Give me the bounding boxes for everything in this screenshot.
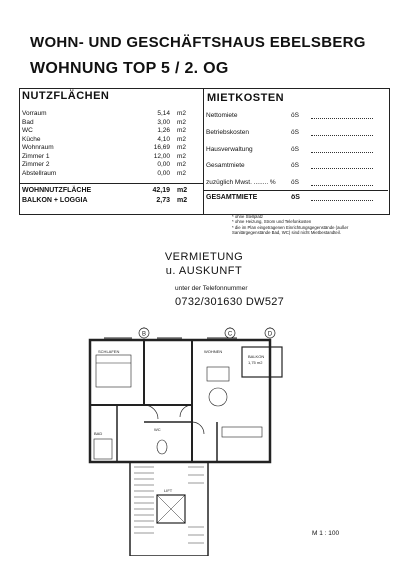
room-label-wohnen: WOHNEN <box>204 349 223 354</box>
room-label-balkon: BALKON <box>248 354 265 359</box>
total-unit: m2 <box>177 197 188 204</box>
phone-intro: unter der Telefonnummer <box>175 285 248 292</box>
balkon-area: 1,75 m2 <box>248 360 263 365</box>
area-row <box>19 161 199 169</box>
auskunft-heading: u. AUSKUNFT <box>165 265 243 277</box>
mietkosten-heading: MIETKOSTEN <box>207 92 285 104</box>
currency-label: öS <box>291 194 300 201</box>
totals-rule <box>19 183 203 184</box>
cost-row <box>203 162 383 171</box>
area-row <box>19 136 199 144</box>
area-value: 12,00 <box>153 152 170 160</box>
footnotes <box>232 214 382 236</box>
axis-label-d: D <box>267 331 273 338</box>
floor-plan <box>82 327 288 556</box>
amount-blank <box>311 179 373 186</box>
area-list <box>19 110 203 180</box>
area-name: WC <box>22 127 33 134</box>
cost-label: Betriebskosten <box>206 129 249 136</box>
cost-label: zuzüglich Mwst. ........ % <box>206 179 276 186</box>
currency-label: öS <box>291 162 299 169</box>
area-name: Zimmer 2 <box>22 161 50 168</box>
area-unit: m2 <box>177 161 187 168</box>
cost-label: Nettomiete <box>206 112 238 119</box>
area-row <box>19 119 199 127</box>
currency-label: öS <box>291 179 299 186</box>
amount-blank <box>311 129 373 136</box>
footnote: * die im Plan eingetragenen Einrichtungsgegenstände (außer Sanitärgegenstände Bad, WC) sind nicht Mietbestandteil. <box>232 224 349 236</box>
total-value: 2,73 <box>156 197 170 204</box>
amount-blank <box>311 194 373 201</box>
area-value: 0,00 <box>157 161 170 168</box>
axis-label-c: C <box>227 331 233 338</box>
area-value: 3,00 <box>157 118 170 126</box>
footnote: * ohne Heizung, Strom und Telefonkosten <box>232 219 312 225</box>
area-unit: m2 <box>177 169 187 177</box>
area-value: 16,69 <box>153 144 170 151</box>
total-rule <box>203 190 388 191</box>
axis-label-b: B <box>141 331 147 338</box>
amount-blank <box>311 112 373 119</box>
room-label-bad: BAD <box>94 431 103 436</box>
area-value: 5,14 <box>157 110 170 117</box>
nutzflaechen-heading: NUTZFLÄCHEN <box>22 90 110 102</box>
area-unit: m2 <box>177 144 187 151</box>
area-name: Vorraum <box>22 110 47 117</box>
building-title: WOHN- UND GESCHÄFTSHAUS EBELSBERG <box>30 34 366 51</box>
total-row <box>19 197 199 205</box>
area-name: Zimmer 1 <box>22 152 50 160</box>
currency-label: öS <box>291 129 299 136</box>
area-name: Abstellraum <box>22 169 57 177</box>
scale-label: M 1 : 100 <box>312 530 340 537</box>
currency-label: öS <box>291 112 299 119</box>
area-value: 4,10 <box>157 135 170 143</box>
total-value: 42,19 <box>152 187 170 194</box>
area-row <box>19 144 199 152</box>
cost-row <box>203 129 383 138</box>
cost-row <box>203 179 383 188</box>
area-value: 0,00 <box>157 169 170 177</box>
amount-blank <box>311 162 373 169</box>
total-name: WOHNNUTZFLÄCHE <box>22 187 92 194</box>
vermietung-heading: VERMIETUNG <box>164 251 244 263</box>
area-unit: m2 <box>177 135 187 143</box>
cost-row <box>203 146 383 155</box>
room-label-wc: WC <box>154 427 161 432</box>
footnote: * ohne Stellplatz <box>232 214 264 219</box>
area-value: 1,26 <box>157 127 170 134</box>
currency-label: öS <box>291 146 299 153</box>
area-unit: m2 <box>177 118 187 126</box>
area-name: Wohnraum <box>22 144 54 151</box>
cost-row <box>203 112 383 121</box>
gesamtmiete-label: GESAMTMIETE <box>206 194 258 201</box>
cost-list <box>203 112 388 192</box>
area-row <box>19 170 199 178</box>
area-name: Bad <box>22 118 34 126</box>
room-label-schlafen: SCHLAFEN <box>98 349 120 354</box>
total-name: BALKON + LOGGIA <box>22 197 88 204</box>
area-name: Küche <box>22 135 41 143</box>
phone-number: 0732/301630 DW527 <box>175 296 285 308</box>
area-row <box>19 127 199 135</box>
cost-label: Gesamtmiete <box>206 162 245 169</box>
amount-blank <box>311 146 373 153</box>
room-label-lift: LIFT <box>164 488 173 493</box>
area-row <box>19 110 199 118</box>
area-unit: m2 <box>177 127 187 134</box>
total-row <box>19 187 199 195</box>
total-unit: m2 <box>177 187 188 194</box>
apartment-title: WOHNUNG TOP 5 / 2. OG <box>30 60 229 77</box>
cost-label: Hausverwaltung <box>206 146 253 153</box>
gesamtmiete-row <box>203 194 383 203</box>
area-row <box>19 153 199 161</box>
area-unit: m2 <box>177 110 187 117</box>
area-unit: m2 <box>177 152 187 160</box>
area-totals <box>19 187 203 209</box>
